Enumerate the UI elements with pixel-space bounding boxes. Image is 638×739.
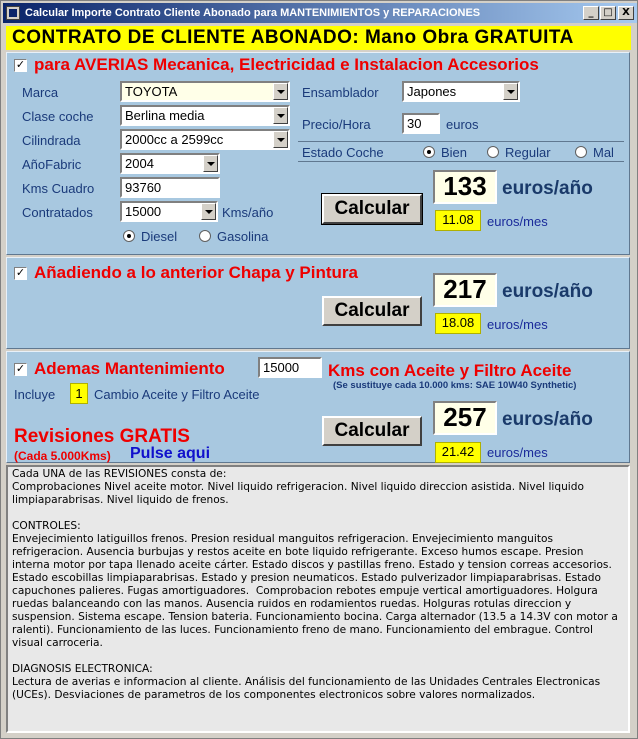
details-paragraph: CONTROLES: Envejecimiento latiguillos frenos. Presion residual manguitos refrigeracion. Envejecimiento manguitos refrigeracion. Ausencia burbujas y restos aceite en bote liquido refrigerante. Exceso humos escape. Presion interna motor por tapa llenado aceite cárter. Estado discos y pastillas freno. Estado y tension correas accesorios. Estado escobillas limpiaparabrisas. Estado y presion neumaticos. Estado pulverizador limpiaparabrisas. Estado capuchones palieres. Fugas amortiguadores. Comprobacion rebotes empuje vertical amortiguadores. Holgura ruedas balanceando con las manos. Ausencia ruidos en rodamientos ruedas. Holguras rotulas direccion y suspension. Sistema escape. Tension bateria. Funcionamiento bocina. Carga alternador (13.5 a 14.3V con motor a ralenti). Funcionamiento de las luces. Funcionamiento freno de mano. Funcionamiento del embrague. Control visual carroceria. [12,520,618,649]
contratados-label: Contratados [22,205,93,220]
mantenimiento-result-year: 257 [433,401,497,435]
marca-label: Marca [22,85,59,100]
title-bar [3,3,637,23]
kms-label: Kms Cuadro [22,181,95,196]
cada-label: (Cada 5.000Kms) [14,449,111,463]
bien-label: Bien [441,145,468,160]
gasolina-label: Gasolina [217,229,269,244]
chevron-down-icon[interactable] [201,203,216,220]
chevron-down-icon[interactable] [503,83,518,100]
anio-label: AñoFabric [22,157,82,172]
clase-value: Berlina media [125,108,205,123]
mantenimiento-unit-month: euros/mes [487,445,548,460]
chapa-panel [6,257,630,349]
precio-input[interactable]: 30 [402,113,440,134]
mal-label: Mal [593,145,614,160]
mantenimiento-title: Ademas Mantenimiento [34,359,225,378]
regular-radio[interactable] [487,146,499,158]
mantenimiento-kms-input[interactable]: 15000 [258,357,322,378]
contratados-value: 15000 [125,204,162,219]
mal-radio[interactable] [575,146,587,158]
mantenimiento-panel [6,351,630,463]
cilindrada-value: 2000cc a 2599cc [125,132,224,147]
chapa-result-month: 18.08 [435,313,481,334]
kms-input[interactable]: 93760 [120,177,220,198]
marca-select[interactable] [120,81,290,102]
mantenimiento-kms-suffix: Kms con Aceite y Filtro Aceite [328,361,572,380]
ensamblador-label: Ensamblador [302,85,379,100]
chapa-title: Añadiendo a lo anterior Chapa y Pintura [34,263,358,282]
aceite-note: (Se sustituye cada 10.000 kms: SAE 10W40 Synthetic) [333,380,577,391]
details-paragraph: DIAGNOSIS ELECTRONICA: Lectura de averias e informacion al cliente. Análisis del funcionamiento de las Unidades Centrales Electronicas (UCEs). Desviaciones de parametros de los componentes electronicos sobre valores normalizados. [12,663,601,701]
separator [298,141,624,142]
precio-label: Precio/Hora [302,117,371,132]
averias-result-month: 11.08 [435,210,481,231]
marca-value: TOYOTA [125,84,178,99]
anio-select[interactable] [120,153,220,174]
chevron-down-icon[interactable] [203,155,218,172]
chapa-checkbox[interactable]: ✓ [15,267,26,279]
contratados-unit: Kms/año [222,205,274,220]
diesel-radio[interactable] [123,230,135,242]
chapa-result-year: 217 [433,273,497,307]
maximize-button[interactable]: □ [600,6,616,20]
incluye-input[interactable]: 1 [70,383,88,404]
window-title: Calcular Importe Contrato Cliente Abonado para MANTENIMIENTOS y REPARACIONES [25,7,481,19]
averias-unit-month: euros/mes [487,214,548,229]
averias-checkbox[interactable]: ✓ [15,59,26,71]
precio-unit: euros [446,117,479,132]
cilindrada-label: Cilindrada [22,133,81,148]
chevron-down-icon[interactable] [273,107,288,124]
details-paragraph: Cada UNA de las REVISIONES consta de: Comprobaciones Nivel aceite motor. Nivel liquido refrigeracion. Nivel liquido direccion asistida. Nivel liquido limpiaparabrisas. Nivel liquido de frenos. [12,468,584,506]
cilindrada-select[interactable] [120,129,290,150]
calcular-chapa-button[interactable]: Calcular [322,296,422,326]
averias-result-year: 133 [433,170,497,204]
clase-label: Clase coche [22,109,94,124]
bien-radio[interactable] [423,146,435,158]
chapa-unit-month: euros/mes [487,317,548,332]
anio-value: 2004 [125,156,154,171]
revisiones-details-textarea[interactable] [6,465,630,733]
incluye-suffix: Cambio Aceite y Filtro Aceite [94,387,260,402]
chevron-down-icon[interactable] [273,83,288,100]
calcular-mantenimiento-button[interactable]: Calcular [322,416,422,446]
minimize-button[interactable]: _ [583,6,599,20]
regular-label: Regular [505,145,551,160]
chapa-unit-year: euros/año [502,281,593,302]
averias-unit-year: euros/año [502,178,593,199]
mantenimiento-result-month: 21.42 [435,442,481,463]
mantenimiento-unit-year: euros/año [502,409,593,430]
app-icon [6,6,20,20]
diesel-label: Diesel [141,229,178,244]
pulse-aqui-link[interactable]: Pulse aqui [130,445,211,462]
calcular-averias-button[interactable]: Calcular [322,194,422,224]
estado-label: Estado Coche [302,145,384,160]
ensamblador-value: Japones [407,84,457,99]
clase-select[interactable] [120,105,290,126]
close-button[interactable]: X [618,6,634,20]
incluye-label: Incluye [14,387,56,402]
mantenimiento-checkbox[interactable]: ✓ [15,363,26,375]
averias-panel [6,52,630,255]
contratados-select[interactable] [120,201,218,222]
chevron-down-icon[interactable] [273,131,288,148]
gasolina-radio[interactable] [199,230,211,242]
revisiones-title: Revisiones GRATIS [14,426,190,447]
ensamblador-select[interactable] [402,81,520,102]
averias-title: para AVERIAS Mecanica, Electricidad e Instalacion Accesorios [34,55,539,74]
separator [298,161,624,162]
page-title: CONTRATO DE CLIENTE ABONADO: Mano Obra GRATUITA [6,26,631,50]
